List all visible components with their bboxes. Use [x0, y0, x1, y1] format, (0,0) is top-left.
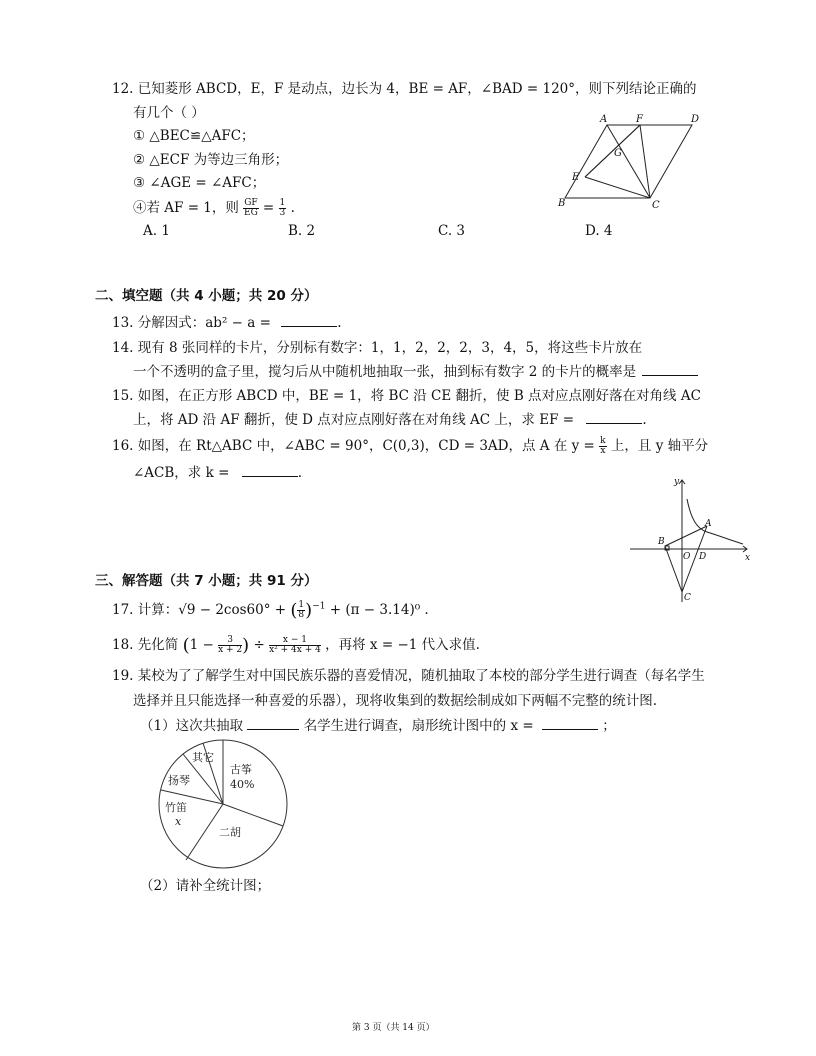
label-F: F — [636, 114, 643, 125]
q12-option-d: D. 4 — [585, 223, 613, 239]
q16-line1: 16. 如图，在 Rt△ABC 中，∠ABC = 90°，C(0,3)，CD = 3AD，点 A 在 y = $\frac{k}{x}$ 上，且 y 轴平分 — [112, 436, 709, 456]
q15-line2: 上，将 AD 沿 AF 翻折，使 D 点对应点刚好落在对角线 AC 上，求 EF = . — [133, 408, 647, 428]
q12-line2: 有几个（ ） — [133, 105, 205, 121]
q14-line1: 14. 现有 8 张同样的卡片，分别标有数字：1，1，2，2，2，3，4，5，将这些卡片放在 — [112, 340, 643, 356]
q12-statement-1: ① △BEC≌△AFC； — [133, 128, 255, 144]
pie-label-guzheng: 古筝 — [230, 763, 252, 776]
q14-blank[interactable] — [642, 361, 698, 376]
q12-statement-4: ④若 AF = 1，则 $\frac{GF}{EG}$ = $\frac{1}{3}$ . — [133, 198, 295, 218]
label-A: A — [705, 519, 712, 529]
label-y: y — [674, 477, 680, 487]
q19-line1: 19. 某校为了了解学生对中国民族乐器的喜爱情况，随机抽取了本校的部分学生进行调查（每名学生 — [112, 668, 705, 684]
section-2-title: 二、填空题（共 4 小题；共 20 分） — [95, 288, 318, 304]
rhombus-figure — [555, 112, 715, 212]
q16-figure — [625, 474, 755, 609]
label-A: A — [600, 114, 608, 125]
label-D: D — [691, 114, 700, 125]
q19-x-blank[interactable] — [542, 715, 598, 730]
label-O: O — [683, 552, 691, 562]
q13-blank[interactable] — [281, 312, 337, 327]
q18: 18. 先化简 (1 − $\frac{3}{x + 2}$ ) ÷ $\frac{x - 1}{\text{x² + 4x + 4}}$ ，再将 x = −1 代入求值. — [112, 635, 480, 656]
q16-line2: ∠ACB，求 k = . — [133, 461, 302, 481]
q19-part2: （2）请补全统计图； — [140, 878, 271, 894]
section-3-title: 三、解答题（共 7 小题；共 91 分） — [95, 573, 318, 589]
label-C: C — [652, 200, 660, 211]
q12-option-c: C. 3 — [438, 223, 466, 239]
q17: 17. 计算：√9 − 2cos60° + ( $\frac{1}{8}$ )$^{-1}$ + (π − 3.14)⁰ . — [112, 600, 429, 621]
label-x: x — [745, 553, 751, 563]
q16-blank[interactable] — [242, 462, 298, 477]
label-B: B — [558, 198, 566, 209]
q12-statement-3: ③ ∠AGE = ∠AFC； — [133, 175, 266, 191]
label-E: E — [572, 172, 580, 183]
label-B: B — [658, 537, 665, 547]
q19-part1: （1）这次共抽取 名学生进行调查，扇形统计图中的 x = ； — [140, 714, 616, 734]
q19-count-blank[interactable] — [247, 715, 299, 730]
label-D: D — [699, 552, 707, 562]
page-footer: 第 3 页（共 14 页） — [352, 1023, 435, 1033]
pie-label-other: 其它 — [192, 751, 214, 764]
pie-chart — [148, 738, 298, 870]
q14-line2: 一个不透明的盒子里，搅匀后从中随机地抽取一张，抽到标有数字 2 的卡片的概率是 — [133, 360, 698, 380]
q15-blank[interactable] — [586, 409, 642, 424]
q15-line1: 15. 如图，在正方形 ABCD 中，BE = 1，将 BC 沿 CE 翻折，使 B 点对应点刚好落在对角线 AC — [112, 388, 701, 404]
label-C: C — [684, 593, 691, 603]
pie-label-x: x — [175, 815, 182, 828]
q12-option-b: B. 2 — [288, 223, 316, 239]
q13: 13. 分解因式：ab² − a = . — [112, 311, 342, 331]
q19-line2: 选择并且只能选择一种喜爱的乐器），现将收集到的数据绘制成如下两幅不完整的统计图. — [133, 693, 658, 709]
pie-label-yangqin: 扬琴 — [168, 774, 190, 787]
q12-line1: 12. 已知菱形 ABCD，E，F 是动点，边长为 4，BE = AF，∠BAD = 120°，则下列结论正确的 — [112, 81, 697, 97]
pie-label-guzheng-pct: 40% — [230, 778, 255, 791]
label-G: G — [614, 148, 622, 159]
q12-option-a: A. 1 — [143, 223, 170, 239]
q12-statement-2: ② △ECF 为等边三角形； — [133, 152, 289, 168]
pie-label-zhudi: 竹笛 — [165, 801, 187, 814]
pie-label-erhu: 二胡 — [219, 826, 241, 839]
